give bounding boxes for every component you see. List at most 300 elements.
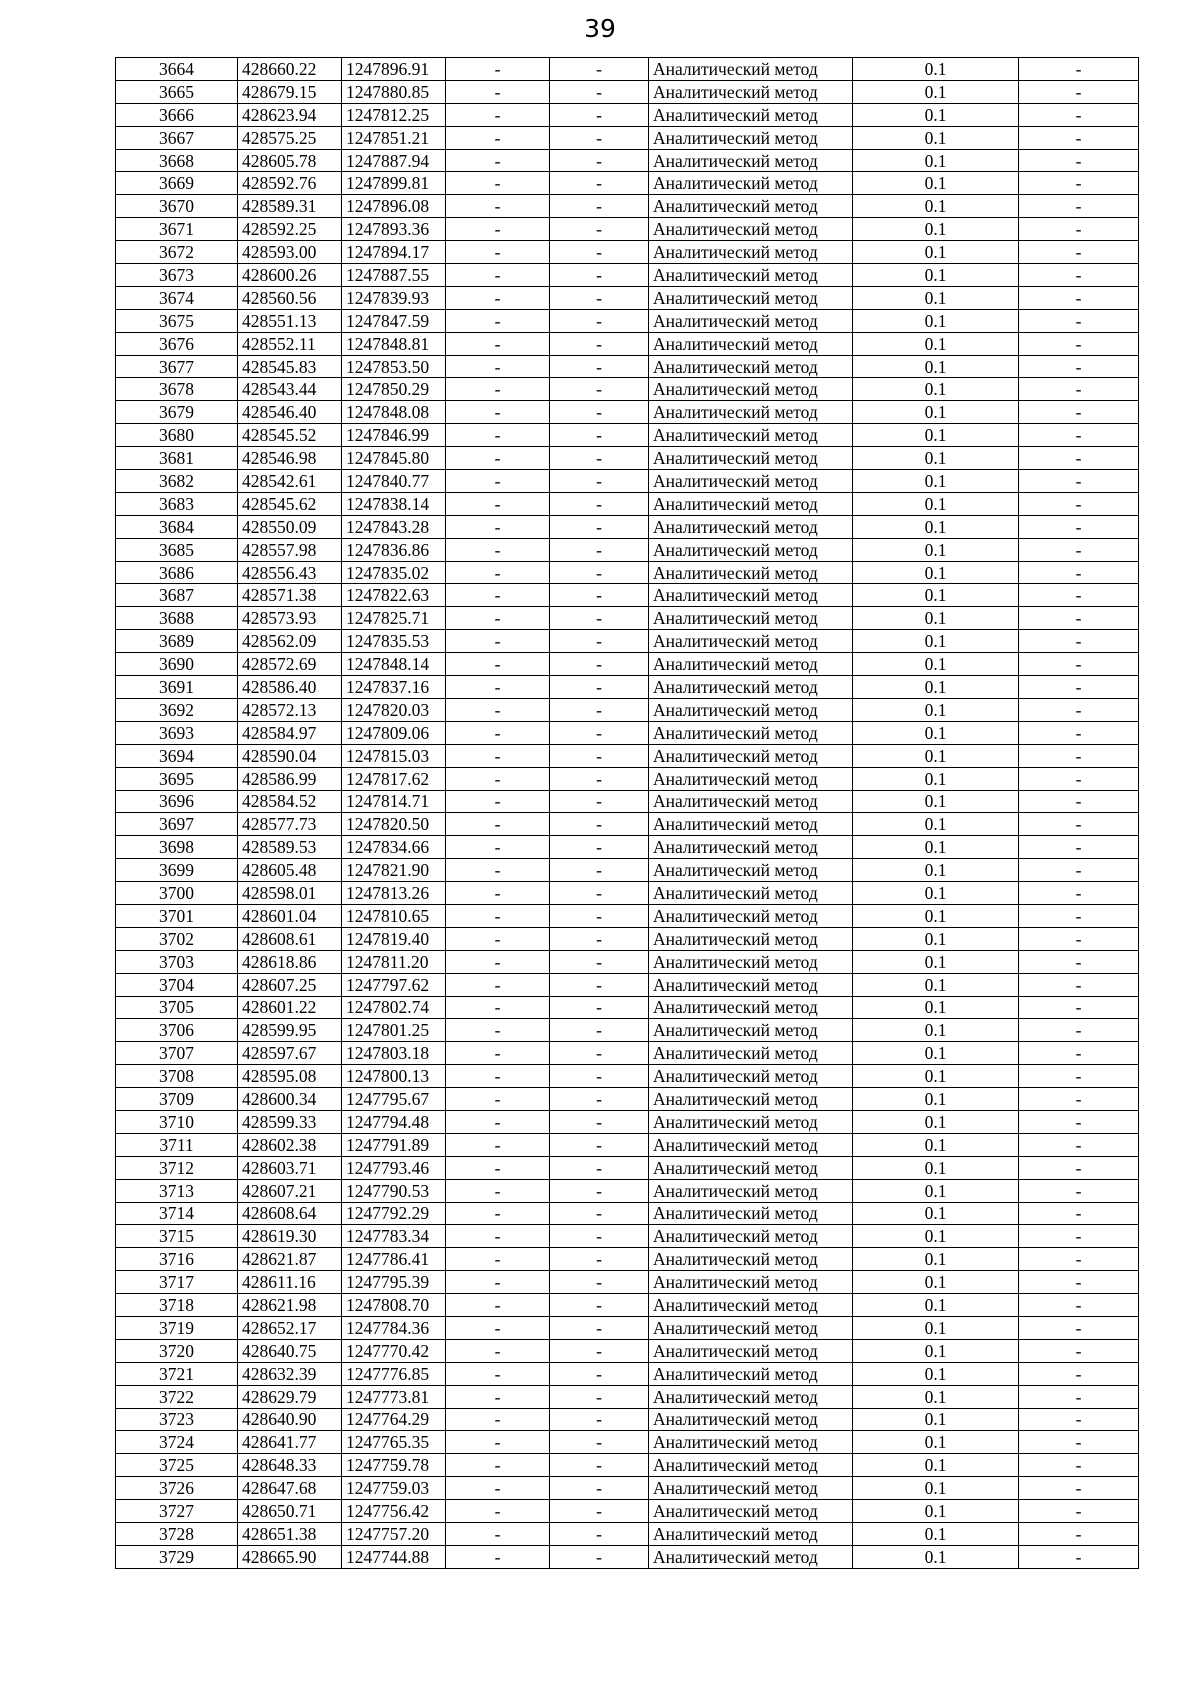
method-cell: Аналитический метод <box>649 1156 853 1179</box>
table-row <box>116 836 1139 859</box>
method-cell: Аналитический метод <box>649 1545 853 1568</box>
precision-cell: 0.1 <box>853 424 1019 447</box>
dash-cell: - <box>550 653 649 676</box>
dash-cell: - <box>1019 767 1139 790</box>
method-cell: Аналитический метод <box>649 973 853 996</box>
x-coordinate-cell: 428647.68 <box>238 1477 342 1500</box>
precision-cell: 0.1 <box>853 309 1019 332</box>
method-cell: Аналитический метод <box>649 538 853 561</box>
x-coordinate-cell: 428651.38 <box>238 1523 342 1546</box>
precision-cell: 0.1 <box>853 80 1019 103</box>
method-cell: Аналитический метод <box>649 515 853 538</box>
point-number-cell: 3693 <box>116 721 238 744</box>
dash-cell: - <box>446 1042 550 1065</box>
table-row <box>116 1362 1139 1385</box>
y-coordinate-cell: 1247795.39 <box>342 1271 446 1294</box>
point-number-cell: 3668 <box>116 149 238 172</box>
point-number-cell: 3725 <box>116 1454 238 1477</box>
dash-cell: - <box>446 904 550 927</box>
dash-cell: - <box>550 1316 649 1339</box>
method-cell: Аналитический метод <box>649 1133 853 1156</box>
method-cell: Аналитический метод <box>649 653 853 676</box>
method-cell: Аналитический метод <box>649 401 853 424</box>
precision-cell: 0.1 <box>853 1248 1019 1271</box>
dash-cell: - <box>446 607 550 630</box>
table-row <box>116 1042 1139 1065</box>
dash-cell: - <box>1019 241 1139 264</box>
x-coordinate-cell: 428621.98 <box>238 1294 342 1317</box>
dash-cell: - <box>446 424 550 447</box>
dash-cell: - <box>446 1133 550 1156</box>
x-coordinate-cell: 428572.13 <box>238 698 342 721</box>
method-cell: Аналитический метод <box>649 1019 853 1042</box>
table-row <box>116 630 1139 653</box>
point-number-cell: 3708 <box>116 1065 238 1088</box>
point-number-cell: 3707 <box>116 1042 238 1065</box>
y-coordinate-cell: 1247795.67 <box>342 1088 446 1111</box>
x-coordinate-cell: 428557.98 <box>238 538 342 561</box>
method-cell: Аналитический метод <box>649 241 853 264</box>
dash-cell: - <box>550 241 649 264</box>
point-number-cell: 3694 <box>116 744 238 767</box>
method-cell: Аналитический метод <box>649 1477 853 1500</box>
dash-cell: - <box>446 1294 550 1317</box>
y-coordinate-cell: 1247764.29 <box>342 1408 446 1431</box>
dash-cell: - <box>446 218 550 241</box>
dash-cell: - <box>446 1248 550 1271</box>
method-cell: Аналитический метод <box>649 859 853 882</box>
point-number-cell: 3687 <box>116 584 238 607</box>
point-number-cell: 3684 <box>116 515 238 538</box>
dash-cell: - <box>1019 1316 1139 1339</box>
dash-cell: - <box>1019 103 1139 126</box>
table-row <box>116 309 1139 332</box>
dash-cell: - <box>446 1110 550 1133</box>
table-row <box>116 378 1139 401</box>
precision-cell: 0.1 <box>853 1179 1019 1202</box>
x-coordinate-cell: 428640.90 <box>238 1408 342 1431</box>
dash-cell: - <box>550 1088 649 1111</box>
dash-cell: - <box>550 1133 649 1156</box>
method-cell: Аналитический метод <box>649 172 853 195</box>
method-cell: Аналитический метод <box>649 1179 853 1202</box>
dash-cell: - <box>446 882 550 905</box>
y-coordinate-cell: 1247808.70 <box>342 1294 446 1317</box>
dash-cell: - <box>550 401 649 424</box>
dash-cell: - <box>1019 630 1139 653</box>
table-row <box>116 1408 1139 1431</box>
table-row <box>116 1477 1139 1500</box>
dash-cell: - <box>550 836 649 859</box>
precision-cell: 0.1 <box>853 1500 1019 1523</box>
point-number-cell: 3698 <box>116 836 238 859</box>
x-coordinate-cell: 428573.93 <box>238 607 342 630</box>
dash-cell: - <box>1019 332 1139 355</box>
method-cell: Аналитический метод <box>649 1271 853 1294</box>
x-coordinate-cell: 428607.25 <box>238 973 342 996</box>
table-row <box>116 1545 1139 1568</box>
precision-cell: 0.1 <box>853 218 1019 241</box>
table-row <box>116 767 1139 790</box>
dash-cell: - <box>1019 950 1139 973</box>
point-number-cell: 3699 <box>116 859 238 882</box>
dash-cell: - <box>550 1294 649 1317</box>
y-coordinate-cell: 1247834.66 <box>342 836 446 859</box>
precision-cell: 0.1 <box>853 630 1019 653</box>
x-coordinate-cell: 428545.52 <box>238 424 342 447</box>
y-coordinate-cell: 1247880.85 <box>342 80 446 103</box>
dash-cell: - <box>446 378 550 401</box>
precision-cell: 0.1 <box>853 1431 1019 1454</box>
table-row <box>116 103 1139 126</box>
precision-cell: 0.1 <box>853 264 1019 287</box>
precision-cell: 0.1 <box>853 1019 1019 1042</box>
y-coordinate-cell: 1247773.81 <box>342 1385 446 1408</box>
dash-cell: - <box>446 790 550 813</box>
precision-cell: 0.1 <box>853 149 1019 172</box>
dash-cell: - <box>1019 1339 1139 1362</box>
point-number-cell: 3702 <box>116 927 238 950</box>
point-number-cell: 3688 <box>116 607 238 630</box>
dash-cell: - <box>550 676 649 699</box>
dash-cell: - <box>446 1225 550 1248</box>
table-row <box>116 1133 1139 1156</box>
method-cell: Аналитический метод <box>649 950 853 973</box>
precision-cell: 0.1 <box>853 58 1019 81</box>
x-coordinate-cell: 428577.73 <box>238 813 342 836</box>
y-coordinate-cell: 1247793.46 <box>342 1156 446 1179</box>
point-number-cell: 3716 <box>116 1248 238 1271</box>
dash-cell: - <box>1019 58 1139 81</box>
table-row <box>116 80 1139 103</box>
dash-cell: - <box>550 218 649 241</box>
dash-cell: - <box>446 103 550 126</box>
precision-cell: 0.1 <box>853 1225 1019 1248</box>
point-number-cell: 3674 <box>116 286 238 309</box>
method-cell: Аналитический метод <box>649 607 853 630</box>
x-coordinate-cell: 428595.08 <box>238 1065 342 1088</box>
precision-cell: 0.1 <box>853 447 1019 470</box>
dash-cell: - <box>446 767 550 790</box>
dash-cell: - <box>1019 1133 1139 1156</box>
x-coordinate-cell: 428641.77 <box>238 1431 342 1454</box>
y-coordinate-cell: 1247783.34 <box>342 1225 446 1248</box>
dash-cell: - <box>1019 538 1139 561</box>
method-cell: Аналитический метод <box>649 630 853 653</box>
dash-cell: - <box>550 767 649 790</box>
point-number-cell: 3685 <box>116 538 238 561</box>
precision-cell: 0.1 <box>853 103 1019 126</box>
table-row <box>116 1271 1139 1294</box>
x-coordinate-cell: 428546.98 <box>238 447 342 470</box>
point-number-cell: 3692 <box>116 698 238 721</box>
x-coordinate-cell: 428552.11 <box>238 332 342 355</box>
x-coordinate-cell: 428598.01 <box>238 882 342 905</box>
x-coordinate-cell: 428562.09 <box>238 630 342 653</box>
method-cell: Аналитический метод <box>649 744 853 767</box>
x-coordinate-cell: 428572.69 <box>238 653 342 676</box>
precision-cell: 0.1 <box>853 378 1019 401</box>
point-number-cell: 3711 <box>116 1133 238 1156</box>
dash-cell: - <box>446 332 550 355</box>
dash-cell: - <box>1019 1110 1139 1133</box>
dash-cell: - <box>1019 1408 1139 1431</box>
precision-cell: 0.1 <box>853 1088 1019 1111</box>
dash-cell: - <box>550 859 649 882</box>
point-number-cell: 3680 <box>116 424 238 447</box>
precision-cell: 0.1 <box>853 676 1019 699</box>
y-coordinate-cell: 1247794.48 <box>342 1110 446 1133</box>
dash-cell: - <box>446 538 550 561</box>
dash-cell: - <box>1019 1477 1139 1500</box>
dash-cell: - <box>446 950 550 973</box>
point-number-cell: 3677 <box>116 355 238 378</box>
dash-cell: - <box>446 355 550 378</box>
method-cell: Аналитический метод <box>649 447 853 470</box>
precision-cell: 0.1 <box>853 561 1019 584</box>
y-coordinate-cell: 1247893.36 <box>342 218 446 241</box>
table-row <box>116 1294 1139 1317</box>
dash-cell: - <box>550 1431 649 1454</box>
point-number-cell: 3726 <box>116 1477 238 1500</box>
precision-cell: 0.1 <box>853 332 1019 355</box>
method-cell: Аналитический метод <box>649 1523 853 1546</box>
table-row <box>116 927 1139 950</box>
dash-cell: - <box>446 1545 550 1568</box>
dash-cell: - <box>1019 813 1139 836</box>
precision-cell: 0.1 <box>853 1454 1019 1477</box>
table-row <box>116 1110 1139 1133</box>
dash-cell: - <box>550 1523 649 1546</box>
dash-cell: - <box>550 607 649 630</box>
table-row <box>116 218 1139 241</box>
dash-cell: - <box>1019 1545 1139 1568</box>
point-number-cell: 3683 <box>116 492 238 515</box>
table-row <box>116 1088 1139 1111</box>
dash-cell: - <box>446 1156 550 1179</box>
dash-cell: - <box>550 378 649 401</box>
dash-cell: - <box>446 721 550 744</box>
y-coordinate-cell: 1247848.08 <box>342 401 446 424</box>
dash-cell: - <box>1019 1202 1139 1225</box>
dash-cell: - <box>550 1339 649 1362</box>
precision-cell: 0.1 <box>853 927 1019 950</box>
table-row <box>116 149 1139 172</box>
dash-cell: - <box>1019 355 1139 378</box>
dash-cell: - <box>550 424 649 447</box>
x-coordinate-cell: 428601.04 <box>238 904 342 927</box>
dash-cell: - <box>550 332 649 355</box>
dash-cell: - <box>550 80 649 103</box>
x-coordinate-cell: 428621.87 <box>238 1248 342 1271</box>
point-number-cell: 3709 <box>116 1088 238 1111</box>
precision-cell: 0.1 <box>853 973 1019 996</box>
method-cell: Аналитический метод <box>649 1316 853 1339</box>
dash-cell: - <box>1019 1225 1139 1248</box>
x-coordinate-cell: 428652.17 <box>238 1316 342 1339</box>
x-coordinate-cell: 428601.22 <box>238 996 342 1019</box>
precision-cell: 0.1 <box>853 1339 1019 1362</box>
x-coordinate-cell: 428608.61 <box>238 927 342 950</box>
dash-cell: - <box>550 1248 649 1271</box>
table-row <box>116 195 1139 218</box>
point-number-cell: 3728 <box>116 1523 238 1546</box>
precision-cell: 0.1 <box>853 767 1019 790</box>
table-row <box>116 973 1139 996</box>
table-row <box>116 264 1139 287</box>
precision-cell: 0.1 <box>853 538 1019 561</box>
table-row <box>116 126 1139 149</box>
x-coordinate-cell: 428589.53 <box>238 836 342 859</box>
y-coordinate-cell: 1247848.14 <box>342 653 446 676</box>
dash-cell: - <box>550 1362 649 1385</box>
dash-cell: - <box>446 1477 550 1500</box>
table-row <box>116 1523 1139 1546</box>
table-row <box>116 332 1139 355</box>
y-coordinate-cell: 1247792.29 <box>342 1202 446 1225</box>
table-row <box>116 996 1139 1019</box>
y-coordinate-cell: 1247839.93 <box>342 286 446 309</box>
dash-cell: - <box>1019 836 1139 859</box>
method-cell: Аналитический метод <box>649 378 853 401</box>
dash-cell: - <box>446 836 550 859</box>
point-number-cell: 3724 <box>116 1431 238 1454</box>
precision-cell: 0.1 <box>853 401 1019 424</box>
dash-cell: - <box>550 355 649 378</box>
point-number-cell: 3676 <box>116 332 238 355</box>
table-row <box>116 561 1139 584</box>
dash-cell: - <box>1019 584 1139 607</box>
point-number-cell: 3678 <box>116 378 238 401</box>
precision-cell: 0.1 <box>853 1477 1019 1500</box>
y-coordinate-cell: 1247851.21 <box>342 126 446 149</box>
dash-cell: - <box>446 401 550 424</box>
table-row <box>116 1019 1139 1042</box>
dash-cell: - <box>1019 172 1139 195</box>
point-number-cell: 3719 <box>116 1316 238 1339</box>
x-coordinate-cell: 428608.64 <box>238 1202 342 1225</box>
precision-cell: 0.1 <box>853 836 1019 859</box>
y-coordinate-cell: 1247803.18 <box>342 1042 446 1065</box>
dash-cell: - <box>446 1202 550 1225</box>
y-coordinate-cell: 1247744.88 <box>342 1545 446 1568</box>
point-number-cell: 3715 <box>116 1225 238 1248</box>
dash-cell: - <box>550 1454 649 1477</box>
point-number-cell: 3672 <box>116 241 238 264</box>
dash-cell: - <box>1019 698 1139 721</box>
point-number-cell: 3697 <box>116 813 238 836</box>
y-coordinate-cell: 1247759.03 <box>342 1477 446 1500</box>
dash-cell: - <box>1019 1019 1139 1042</box>
point-number-cell: 3689 <box>116 630 238 653</box>
point-number-cell: 3666 <box>116 103 238 126</box>
x-coordinate-cell: 428589.31 <box>238 195 342 218</box>
dash-cell: - <box>550 1408 649 1431</box>
x-coordinate-cell: 428590.04 <box>238 744 342 767</box>
y-coordinate-cell: 1247836.86 <box>342 538 446 561</box>
point-number-cell: 3717 <box>116 1271 238 1294</box>
method-cell: Аналитический метод <box>649 332 853 355</box>
dash-cell: - <box>550 904 649 927</box>
method-cell: Аналитический метод <box>649 904 853 927</box>
dash-cell: - <box>1019 1179 1139 1202</box>
point-number-cell: 3665 <box>116 80 238 103</box>
dash-cell: - <box>550 1271 649 1294</box>
table-row <box>116 584 1139 607</box>
dash-cell: - <box>550 1385 649 1408</box>
x-coordinate-cell: 428592.25 <box>238 218 342 241</box>
table-row <box>116 653 1139 676</box>
dash-cell: - <box>446 653 550 676</box>
dash-cell: - <box>1019 927 1139 950</box>
method-cell: Аналитический метод <box>649 1294 853 1317</box>
dash-cell: - <box>1019 1088 1139 1111</box>
y-coordinate-cell: 1247838.14 <box>342 492 446 515</box>
x-coordinate-cell: 428603.71 <box>238 1156 342 1179</box>
method-cell: Аналитический метод <box>649 492 853 515</box>
table-row <box>116 1431 1139 1454</box>
x-coordinate-cell: 428648.33 <box>238 1454 342 1477</box>
y-coordinate-cell: 1247894.17 <box>342 241 446 264</box>
precision-cell: 0.1 <box>853 1545 1019 1568</box>
dash-cell: - <box>1019 1156 1139 1179</box>
dash-cell: - <box>550 1156 649 1179</box>
y-coordinate-cell: 1247797.62 <box>342 973 446 996</box>
table-row <box>116 401 1139 424</box>
dash-cell: - <box>550 1477 649 1500</box>
dash-cell: - <box>446 1065 550 1088</box>
method-cell: Аналитический метод <box>649 58 853 81</box>
dash-cell: - <box>550 172 649 195</box>
dash-cell: - <box>550 1179 649 1202</box>
dash-cell: - <box>550 264 649 287</box>
dash-cell: - <box>550 561 649 584</box>
precision-cell: 0.1 <box>853 950 1019 973</box>
x-coordinate-cell: 428619.30 <box>238 1225 342 1248</box>
dash-cell: - <box>446 1019 550 1042</box>
precision-cell: 0.1 <box>853 904 1019 927</box>
y-coordinate-cell: 1247820.50 <box>342 813 446 836</box>
x-coordinate-cell: 428597.67 <box>238 1042 342 1065</box>
dash-cell: - <box>446 1362 550 1385</box>
dash-cell: - <box>1019 1271 1139 1294</box>
x-coordinate-cell: 428611.16 <box>238 1271 342 1294</box>
dash-cell: - <box>1019 721 1139 744</box>
y-coordinate-cell: 1247835.53 <box>342 630 446 653</box>
dash-cell: - <box>550 1110 649 1133</box>
dash-cell: - <box>1019 859 1139 882</box>
x-coordinate-cell: 428584.97 <box>238 721 342 744</box>
precision-cell: 0.1 <box>853 241 1019 264</box>
method-cell: Аналитический метод <box>649 1248 853 1271</box>
table-row <box>116 1316 1139 1339</box>
table-row <box>116 470 1139 493</box>
point-number-cell: 3686 <box>116 561 238 584</box>
y-coordinate-cell: 1247802.74 <box>342 996 446 1019</box>
point-number-cell: 3710 <box>116 1110 238 1133</box>
dash-cell: - <box>446 1454 550 1477</box>
dash-cell: - <box>446 859 550 882</box>
x-coordinate-cell: 428660.22 <box>238 58 342 81</box>
table-row <box>116 813 1139 836</box>
precision-cell: 0.1 <box>853 1110 1019 1133</box>
method-cell: Аналитический метод <box>649 470 853 493</box>
method-cell: Аналитический метод <box>649 1042 853 1065</box>
y-coordinate-cell: 1247825.71 <box>342 607 446 630</box>
y-coordinate-cell: 1247837.16 <box>342 676 446 699</box>
x-coordinate-cell: 428571.38 <box>238 584 342 607</box>
point-number-cell: 3670 <box>116 195 238 218</box>
